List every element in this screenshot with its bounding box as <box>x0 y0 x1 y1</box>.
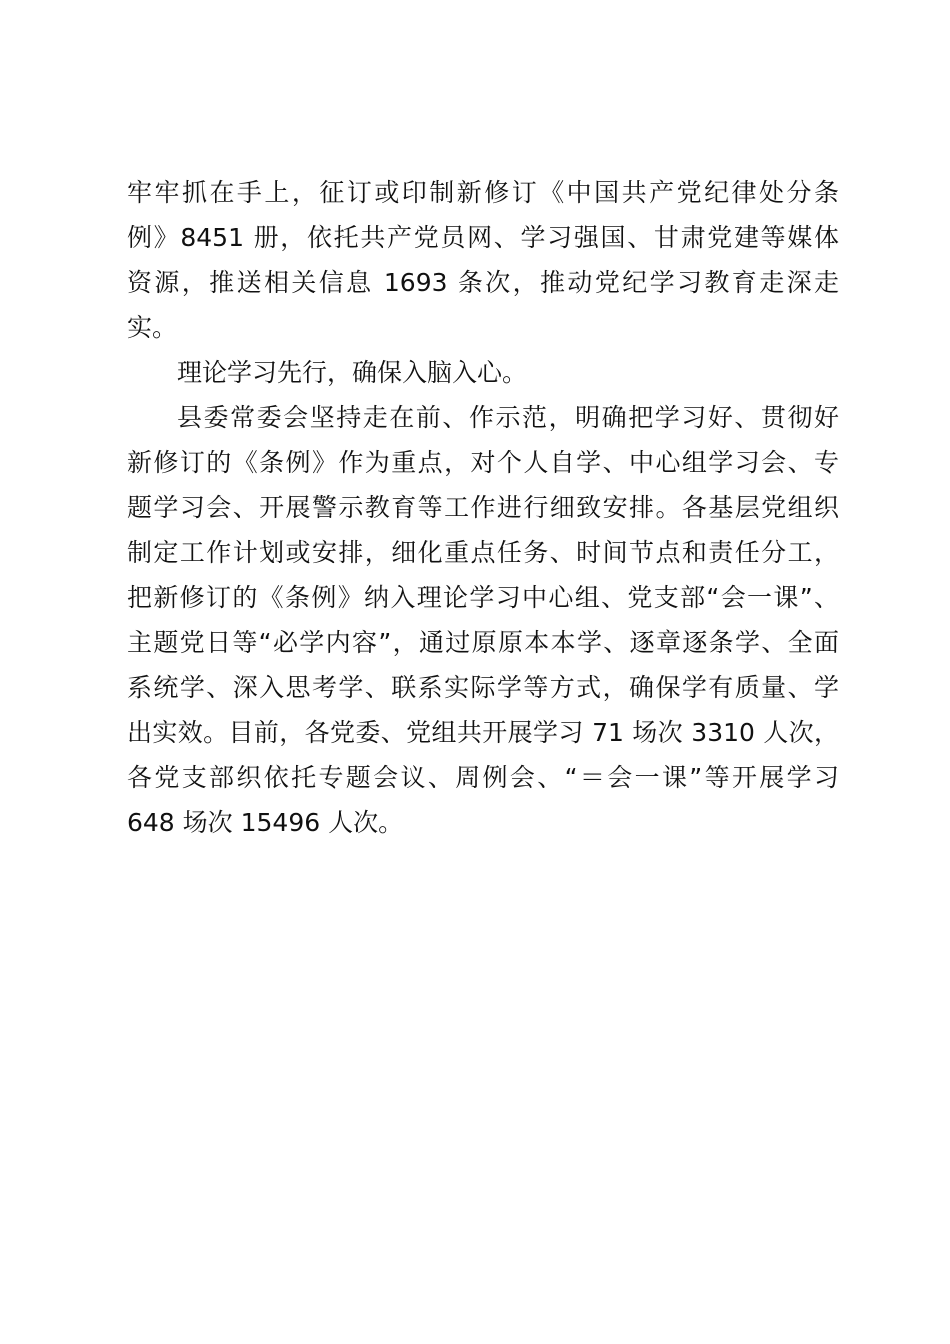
text-line: 系统学、深入思考学、联系实际学等方式，确保学有质量、学 <box>127 673 839 702</box>
text-line: 题学习会、开展警示教育等工作进行细致安排。各基层党组织 <box>127 493 839 522</box>
text-line: 主题党日等“必学内容”，通过原原本本学、逐章逐条学、全面 <box>127 628 839 657</box>
text-line: 实。 <box>127 313 178 342</box>
text-line: 制定工作计划或安排，细化重点任务、时间节点和责任分工， <box>127 538 839 567</box>
text-line: 648 场次 15496 人次。 <box>127 808 404 837</box>
paragraph-body <box>127 395 839 845</box>
text-line: 例》8451 册，依托共产党员网、学习强国、甘肃党建等媒体 <box>127 223 839 252</box>
document-body <box>127 170 839 845</box>
text-line: 牢牢抓在手上，征订或印制新修订《中国共产党纪律处分条 <box>127 178 839 207</box>
text-line: 资源，推送相关信息 1693 条次，推动党纪学习教育走深走 <box>127 268 839 297</box>
section-heading: 理论学习先行，确保入脑入心。 <box>177 358 528 387</box>
text-line: 把新修订的《条例》纳入理论学习中心组、党支部“会一课”、 <box>127 583 839 612</box>
text-line: 各党支部织依托专题会议、周例会、“＝会一课”等开展学习 <box>127 763 839 792</box>
text-line: 出实效。目前，各党委、党组共开展学习 71 场次 3310 人次， <box>127 718 839 747</box>
paragraph-continuation <box>127 170 839 350</box>
text-line: 新修订的《条例》作为重点，对个人自学、中心组学习会、专 <box>127 448 839 477</box>
text-line: 县委常委会坚持走在前、作示范，明确把学习好、贯彻好 <box>177 403 839 432</box>
